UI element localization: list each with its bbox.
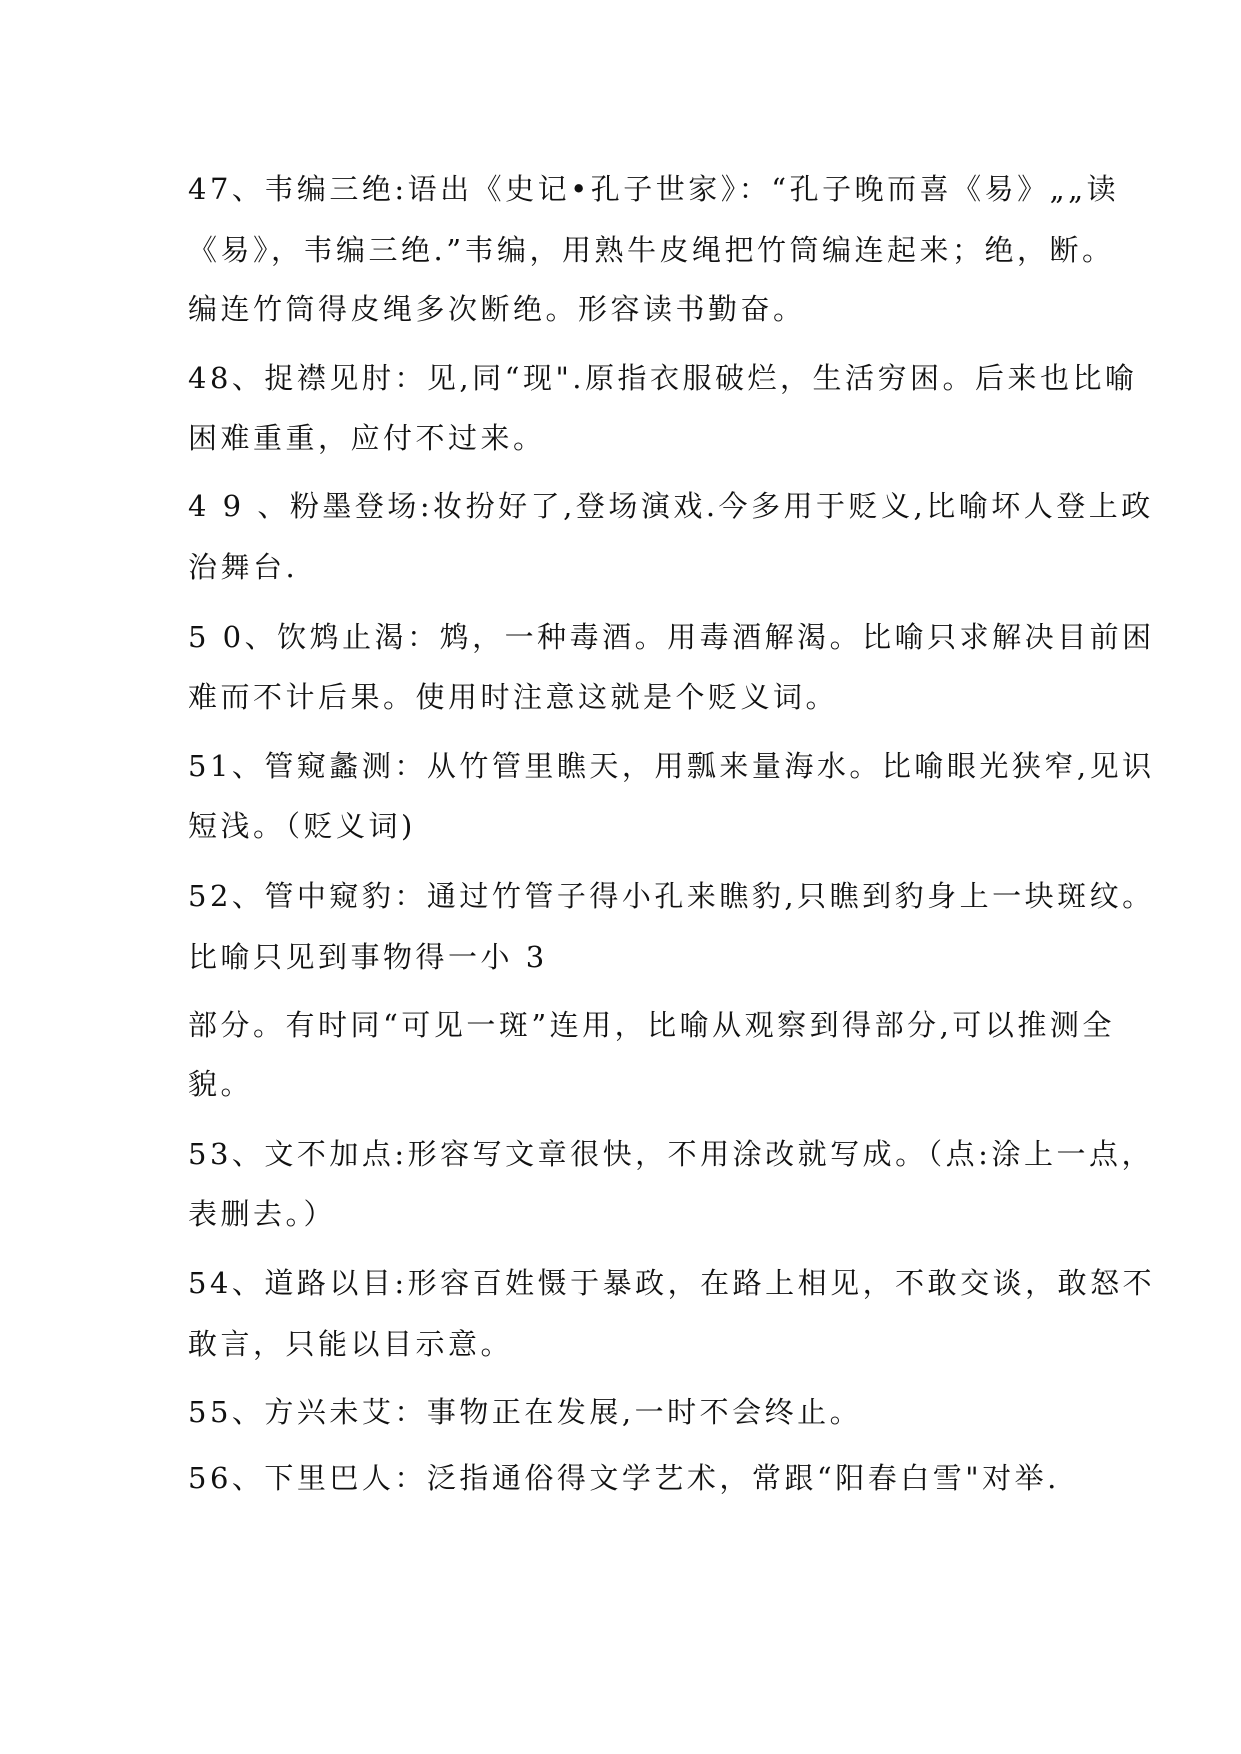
- text-line-48-b: 困难重重，应付不过来。: [188, 421, 546, 455]
- text-line-53-b: 表删去。）: [188, 1197, 337, 1231]
- text-line-52-b: 比喻只见到事物得一小 3: [188, 940, 548, 974]
- text-line-49-a: 4 9 、粉墨登场:妆扮好了,登场演戏.今多用于贬义,比喻坏人登上政: [188, 489, 1154, 523]
- text-line-49-b: 治舞台.: [188, 550, 299, 584]
- text-line-51-a: 51、管窥蠡测：从竹管里瞧天，用瓢来量海水。比喻眼光狭窄,见识: [188, 749, 1155, 783]
- text-line-52-c: 部分。有时同“可见一斑”连用，比喻从观察到得部分,可以推测全: [188, 1008, 1115, 1042]
- text-line-47-b: 《易》，韦编三绝.”韦编，用熟牛皮绳把竹筒编连起来；绝，断。: [188, 233, 1115, 267]
- text-line-52-d: 貌。: [188, 1067, 254, 1101]
- text-line-52-a: 52、管中窥豹：通过竹管子得小孔来瞧豹,只瞧到豹身上一块斑纹。: [188, 879, 1155, 913]
- text-line-47-a: 47、韦编三绝:语出《史记•孔子世家》：“孔子晚而喜《易》„„读: [188, 172, 1120, 206]
- text-line-48-a: 48、捉襟见肘：见,同“现".原指衣服破烂，生活穷困。后来也比喻: [188, 361, 1138, 395]
- text-line-55: 55、方兴未艾：事物正在发展,一时不会终止。: [188, 1395, 863, 1429]
- text-line-50-b: 难而不计后果。使用时注意这就是个贬义词。: [188, 680, 839, 714]
- text-line-50-a: 5 0、饮鸩止渴：鸩，一种毒酒。用毒酒解渴。比喻只求解决目前困: [188, 620, 1155, 654]
- text-line-53-a: 53、文不加点:形容写文章很快，不用涂改就写成。（点:涂上一点，: [188, 1137, 1154, 1171]
- text-line-54-a: 54、道路以目:形容百姓慑于暴政，在路上相见，不敢交谈，敢怒不: [188, 1266, 1156, 1300]
- text-line-47-c: 编连竹筒得皮绳多次断绝。形容读书勤奋。: [188, 292, 806, 326]
- text-line-51-b: 短浅。（贬义词): [188, 809, 416, 843]
- text-line-54-b: 敢言，只能以目示意。: [188, 1327, 514, 1361]
- text-line-56: 56、下里巴人：泛指通俗得文学艺术，常跟“阳春白雪"对举.: [188, 1461, 1060, 1495]
